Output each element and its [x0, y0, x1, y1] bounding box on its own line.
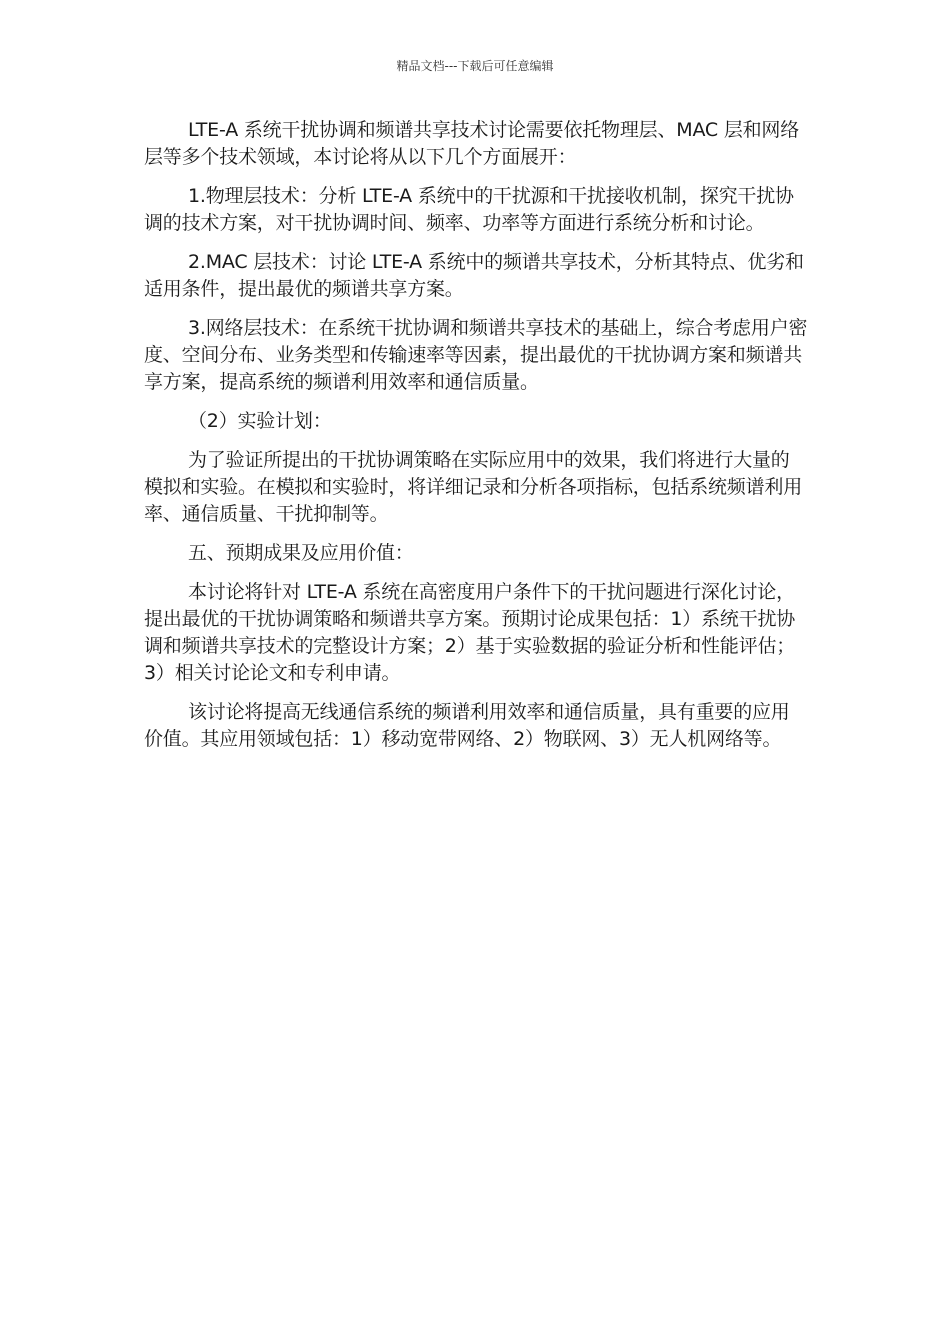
document-body	[144, 117, 808, 765]
paragraph-physical-layer: 1.物理层技术：分析 LTE-A 系统中的干扰源和干扰接收机制，探究干扰协调的技术方案，对干扰协调时间、频率、功率等方面进行系统分析和讨论。	[144, 185, 794, 234]
paragraph-application-value: 该讨论将提高无线通信系统的频谱利用效率和通信质量，具有重要的应用价值。其应用领域包括：1）移动宽带网络、2）物联网、3）无人机网络等。	[144, 701, 790, 750]
section-heading-expected-results: 五、预期成果及应用价值：	[188, 542, 414, 564]
paragraph-experiment-plan: 为了验证所提出的干扰协调策略在实际应用中的效果，我们将进行大量的模拟和实验。在模拟和实验时，将详细记录和分析各项指标，包括系统频谱利用率、通信质量、干扰抑制等。	[144, 449, 803, 525]
paragraph-intro: LTE-A 系统干扰协调和频谱共享技术讨论需要依托物理层、MAC 层和网络层等多个技术领域，本讨论将从以下几个方面展开：	[144, 119, 800, 168]
page-header: 精品文档---下载后可任意编辑	[396, 59, 554, 73]
paragraph-mac-layer: 2.MAC 层技术：讨论 LTE-A 系统中的频谱共享技术，分析其特点、优劣和适用条件，提出最优的频谱共享方案。	[144, 251, 804, 300]
section-heading-experiment-plan: （2）实验计划：	[188, 410, 332, 432]
paragraph-network-layer: 3.网络层技术：在系统干扰协调和频谱共享技术的基础上，综合考虑用户密度、空间分布、业务类型和传输速率等因素，提出最优的干扰协调方案和频谱共享方案，提高系统的频谱利用效率和通信质量。	[144, 317, 808, 393]
paragraph-expected-results: 本讨论将针对 LTE-A 系统在高密度用户条件下的干扰问题进行深化讨论，提出最优的干扰协调策略和频谱共享方案。预期讨论成果包括：1）系统干扰协调和频谱共享技术的完整设计方案；2）基于实验数据的验证分析和性能评估；3）相关讨论论文和专利申请。	[144, 581, 796, 684]
